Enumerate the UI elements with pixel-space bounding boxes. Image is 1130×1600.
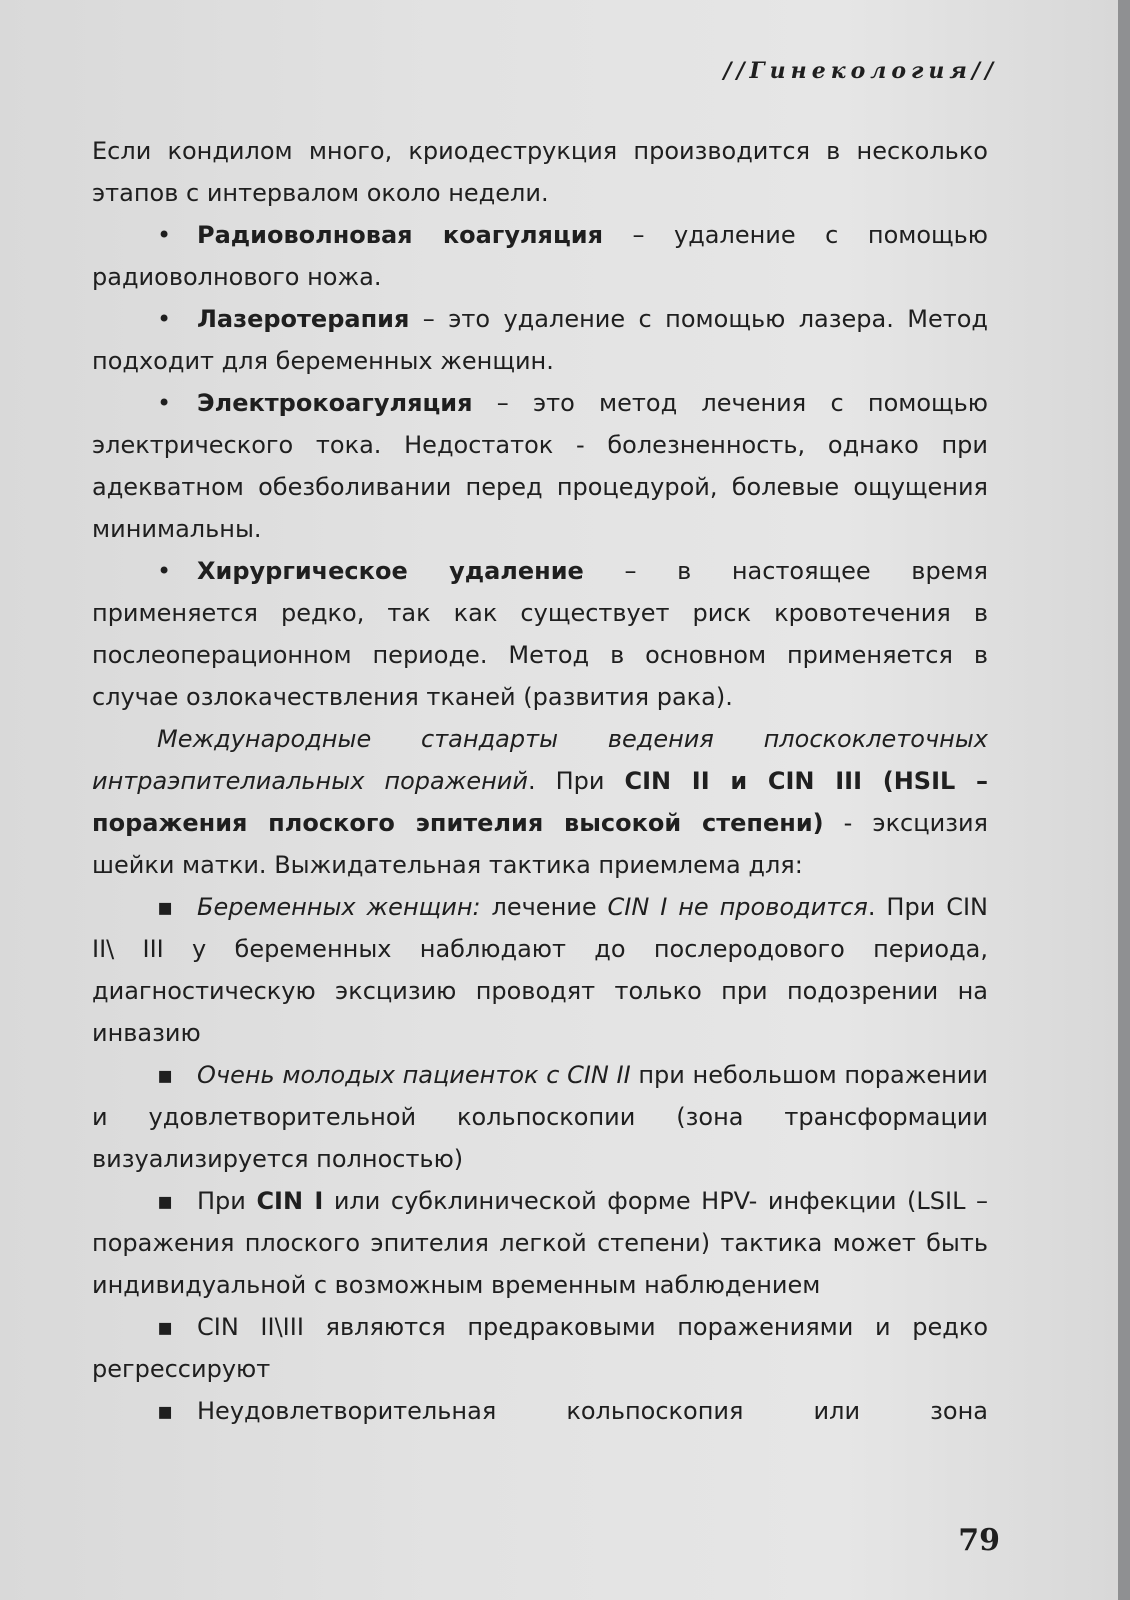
text-surgery: – в настоящее время применяется редко, так как существует риск кровотечения в послеоперационном периоде. Метод в основном применяется в случае озлокачествления тканей (развития рака). [92,557,988,711]
bullet-dot: • [157,389,172,417]
list-item-pregnant [92,886,988,1054]
text-radiowave: – удаление с помощью радиоволнового ножа. [92,221,988,291]
bullet-square: ▪ [157,1187,174,1215]
standards-text-end: - эксцизия шейки матки. Выжидательная тактика приемлема для: [92,809,988,879]
paragraph-cryo: Если кондилом много, криодеструкция производится в несколько этапов с интервалом около недели. [92,137,988,207]
pregnant-italic: CIN I не проводится [607,893,868,921]
list-item-radiowave [92,214,988,298]
colpo-text: Неудовлетворительная кольпоскопия или зона [197,1397,988,1425]
bullet-dot: • [157,221,172,249]
paragraph-standards [92,718,988,886]
young-label: Очень молодых пациенток с CIN II [197,1061,631,1089]
bullet-square: ▪ [157,1061,174,1089]
bullet-dot: • [157,557,172,585]
page-number: 79 [958,1523,1000,1558]
young-text: при небольшом поражении и удовлетворительной кольпоскопии (зона трансформации визуализируется полностью) [92,1061,988,1173]
cin1-text-end: или субклинической форме HPV- инфекции (LSIL – поражения плоского эпителия легкой степени) тактика может быть индивидуальной с возможным временным наблюдением [92,1187,989,1299]
bullet-square: ▪ [157,893,174,921]
list-item-cin23 [92,1306,988,1390]
list-item-young [92,1054,988,1180]
standards-title: Международные стандарты ведения плоскоклеточных интраэпителиальных поражений [92,725,988,795]
cin1-bold: CIN I [256,1187,324,1215]
bullet-dot: • [157,305,172,333]
text-laser: – это удаление с помощью лазера. Метод подходит для беременных женщин. [92,305,988,375]
bullet-square: ▪ [157,1313,174,1341]
bullet-square: ▪ [157,1397,174,1425]
pregnant-text: лечение [480,893,608,921]
standards-text: . При [527,767,625,795]
list-item-cin1 [92,1180,988,1306]
cin1-text: При [197,1187,257,1215]
term-laser: Лазеротерапия [197,305,410,333]
term-surgery: Хирургическое удаление [197,557,584,585]
list-item-laser [92,298,988,382]
standards-bold: CIN II и CIN III (HSIL – поражения плоского эпителия высокой степени) [92,767,989,837]
list-item-colposcopy [92,1390,988,1432]
pregnant-text-end: . При CIN II\ III у беременных наблюдают до послеродового периода, диагностическую эксцизию проводят только при подозрении на инвазию [92,893,988,1047]
list-item-electro [92,382,988,550]
text-electro: – это метод лечения с помощью электрического тока. Недостаток - болезненность, однако при адекватном обезболивании перед процедурой, болевые ощущения минимальны. [92,389,988,543]
running-header: //Гинекология// [723,58,998,84]
pregnant-label: Беременных женщин: [197,893,481,921]
list-item-surgery [92,550,988,718]
term-radiowave: Радиоволновая коагуляция [197,221,603,249]
term-electro: Электрокоагуляция [197,389,473,417]
cin23-text: CIN II\III являются предраковыми поражениями и редко регрессируют [92,1313,988,1383]
